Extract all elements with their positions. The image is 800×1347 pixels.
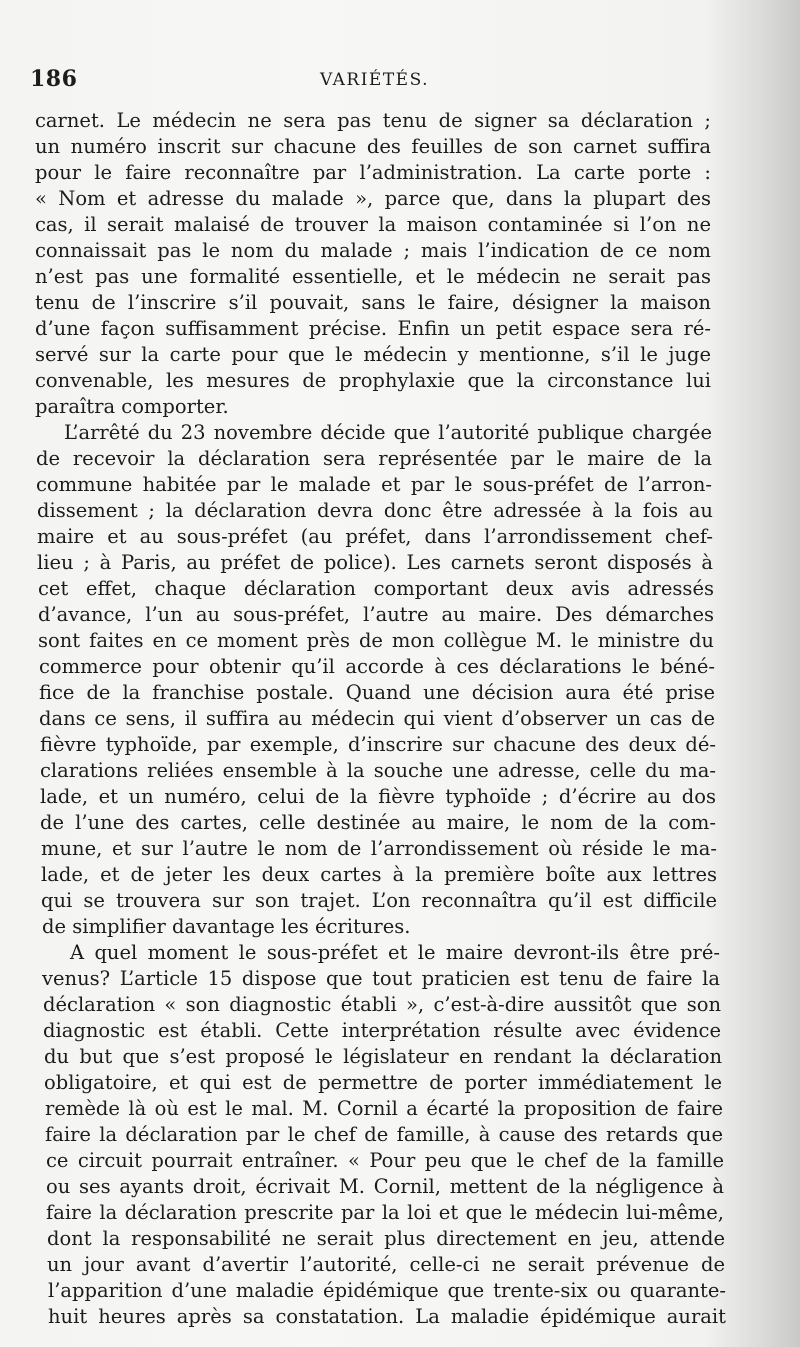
text-line: lade, et un numéro, celui de la fièvre typhoïde ; d’écrire au dos — [40, 785, 716, 808]
text-line: mune, et sur l’autre le nom de l’arrondissement où réside le ma- — [41, 837, 717, 860]
text-line: « Nom et adresse du malade », parce que, dans la plupart des — [35, 187, 711, 210]
text-line: fice de la franchise postale. Quand une décision aura été prise — [39, 681, 715, 704]
text-line: n’est pas une formalité essentielle, et le médecin ne serait pas — [35, 265, 711, 288]
text-line: pour le faire reconnaître par l’administration. La carte porte : — [35, 161, 711, 184]
text-line: fièvre typhoïde, par exemple, d’inscrire sur chacune des deux dé- — [40, 733, 716, 756]
text-line: faire la déclaration prescrite par la loi et que le médecin lui-même, — [46, 1201, 724, 1224]
text-line: faire la déclaration par le chef de famille, à cause des retards que — [45, 1123, 723, 1146]
text-line: sont faites en ce moment près de mon collègue M. le ministre du — [38, 629, 714, 652]
text-line: huit heures après sa constatation. La maladie épidémique aurait — [48, 1305, 726, 1328]
text-line: venus? L’article 15 dispose que tout praticien est tenu de faire la — [42, 967, 720, 990]
text-line: commune habitée par le malade et par le sous-préfet de l’arron- — [36, 473, 712, 496]
text-line: ce circuit pourrait entraîner. « Pour peu que le chef de la famille — [46, 1149, 724, 1172]
text-line: d’avance, l’un au sous-préfet, l’autre au maire. Des démarches — [38, 603, 714, 626]
text-line: qui se trouvera sur son trajet. L’on reconnaîtra qu’il est difficile — [41, 889, 717, 912]
text-line: obligatoire, et qui est de permettre de porter immédiatement le — [44, 1071, 722, 1094]
running-title: VARIÉTÉS. — [320, 70, 430, 90]
text-line: un jour avant d’avertir l’autorité, celle-ci ne serait prévenue de — [47, 1253, 725, 1276]
text-line: paraîtra comporter. — [35, 395, 229, 418]
text-line: remède là où est le mal. M. Cornil a écarté la proposition de faire — [45, 1097, 723, 1120]
text-line: connaissait pas le nom du malade ; mais l’indication de ce nom — [35, 239, 711, 262]
text-line: L’arrêté du 23 novembre décide que l’autorité publique chargée — [64, 421, 712, 444]
page-number: 186 — [30, 66, 78, 92]
text-line: l’apparition d’une maladie épidémique que trente-six ou quarante- — [48, 1279, 726, 1302]
text-line: d’une façon suffisamment précise. Enfin un petit espace sera ré- — [35, 317, 711, 340]
text-line: de recevoir la déclaration sera représentée par le maire de la — [36, 447, 712, 470]
text-line: commerce pour obtenir qu’il accorde à ces déclarations le béné- — [39, 655, 715, 678]
text-line: cet effet, chaque déclaration comportant deux avis adressés — [38, 577, 714, 600]
text-line: un numéro inscrit sur chacune des feuilles de son carnet suffira — [35, 135, 711, 158]
text-line: du but que s’est proposé le législateur en rendant la déclaration — [44, 1045, 722, 1068]
text-line: maire et au sous-préfet (au préfet, dans l’arrondissement chef- — [37, 525, 713, 548]
text-line: déclaration « son diagnostic établi », c’est-à-dire aussitôt que son — [43, 993, 721, 1016]
text-line: ou ses ayants droit, écrivait M. Cornil, mettent de la négligence à — [46, 1175, 724, 1198]
text-line: de l’une des cartes, celle destinée au maire, le nom de la com- — [40, 811, 716, 834]
text-line: dissement ; la déclaration devra donc être adressée à la fois au — [37, 499, 713, 522]
text-line: servé sur la carte pour que le médecin y mentionne, s’il le juge — [35, 343, 711, 366]
text-line: de simplifier davantage les écritures. — [42, 915, 411, 938]
text-line: tenu de l’inscrire s’il pouvait, sans le faire, désigner la maison — [35, 291, 711, 314]
text-line: carnet. Le médecin ne sera pas tenu de signer sa déclaration ; — [35, 109, 711, 132]
text-line: lade, et de jeter les deux cartes à la première boîte aux lettres — [41, 863, 717, 886]
text-line: lieu ; à Paris, au préfet de police). Les carnets seront disposés à — [37, 551, 713, 574]
text-line: dans ce sens, il suffira au médecin qui vient d’observer un cas de — [39, 707, 715, 730]
text-line: diagnostic est établi. Cette interprétation résulte avec évidence — [43, 1019, 721, 1042]
text-line: convenable, les mesures de prophylaxie que la circonstance lui — [35, 369, 711, 392]
text-line: clarations reliées ensemble à la souche une adresse, celle du ma- — [40, 759, 716, 782]
text-line: A quel moment le sous-préfet et le maire devront-ils être pré- — [70, 941, 720, 964]
text-line: dont la responsabilité ne serait plus directement en jeu, attende — [47, 1227, 725, 1250]
text-line: cas, il serait malaisé de trouver la maison contaminée si l’on ne — [35, 213, 711, 236]
